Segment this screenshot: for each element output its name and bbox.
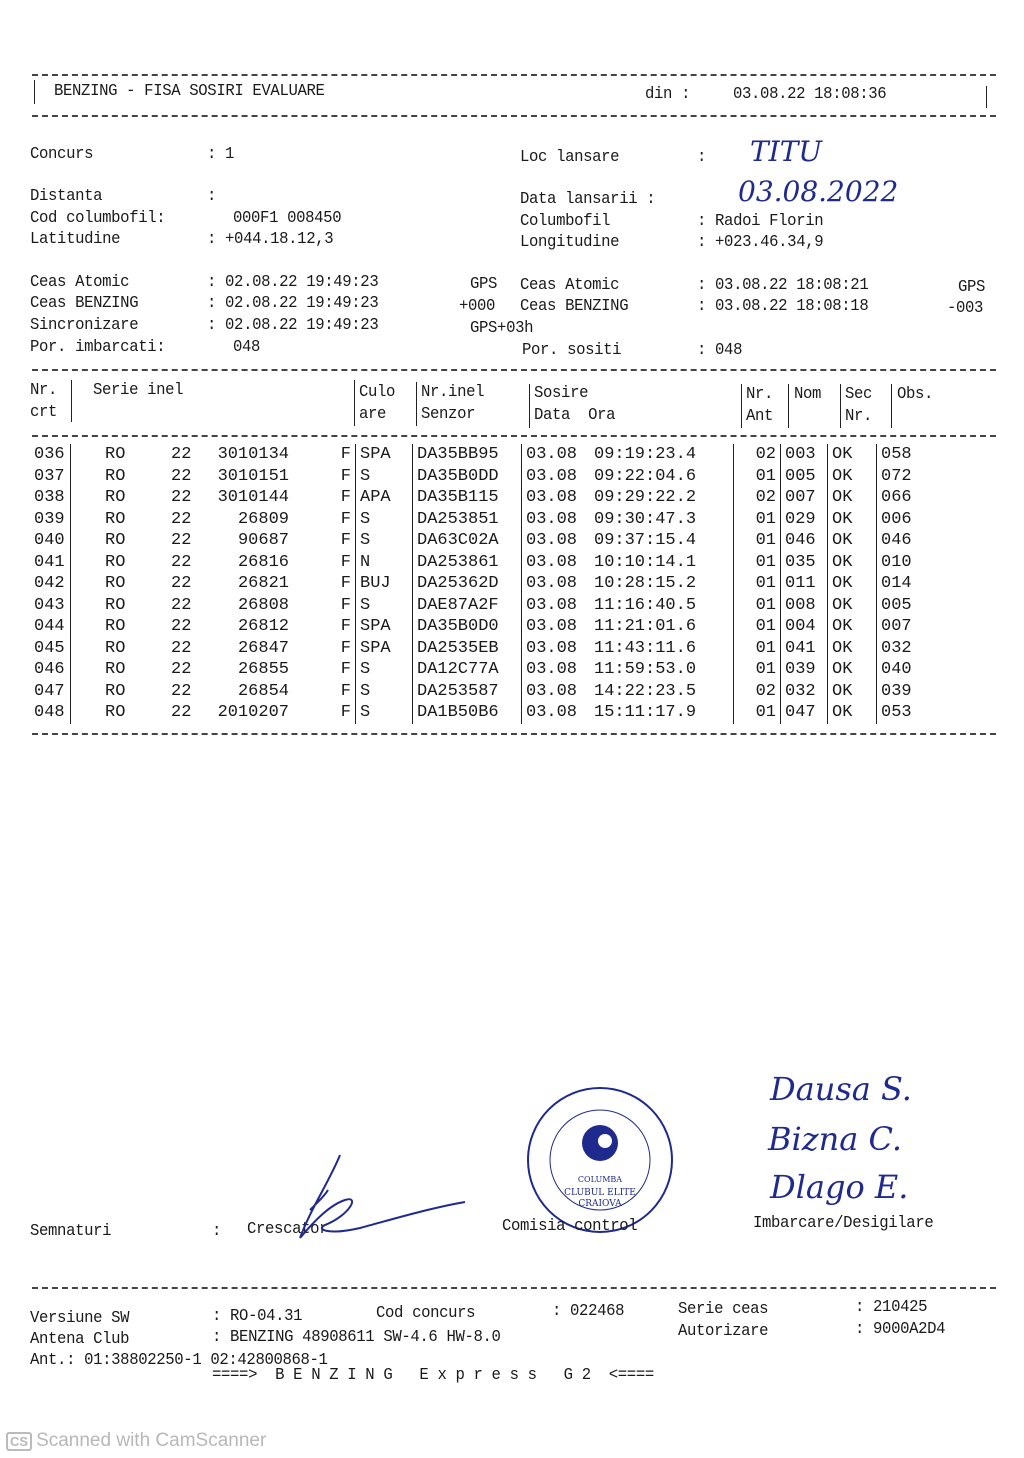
cell-an: 22 [171,617,192,636]
col-serie-inel-header: Serie inel [93,381,184,400]
column-separator [416,382,417,426]
cell-sex: F [340,617,351,636]
cell-sec: OK [828,530,877,552]
cell-nr: 041 [34,552,65,572]
cell-senzor: DA12C77A [413,659,522,681]
cell-nom: 047 [781,702,828,724]
cell-nom: 035 [781,552,828,574]
cell-sex: F [340,681,351,701]
cell-inel: 90687 [237,531,289,550]
imbarcare-desigilare-label: Imbarcare/Desigilare [753,1214,934,1233]
cell-senzor: DA35B0DD [413,466,522,488]
cell-an: 22 [171,681,192,701]
header-border-right [986,86,987,108]
cell-data: 03.08 [522,509,591,531]
cell-nr: 046 [34,660,65,679]
arrivals-table [30,444,935,724]
divider [32,369,996,371]
cell-an: 22 [171,638,192,658]
cell-an: 22 [171,445,192,464]
latitudine-label: Latitudine [30,230,121,249]
serie-ceas-label: Serie ceas [678,1300,769,1319]
stamp-text-club: CLUBUL ELITE [564,1188,636,1198]
ceas-benzing-end-label: Ceas BENZING [520,297,629,316]
cell-sex: F [340,531,351,550]
cell-obs: 053 [877,702,936,724]
col-sosire-header: Sosire Data Ora [534,384,616,425]
cell-ant: 01 [734,616,781,638]
cell-senzor: DA253861 [413,552,522,574]
semnaturi-colon: : [212,1222,222,1241]
ceas-atomic-start-suffix: GPS [470,275,498,294]
club-stamp [525,1085,675,1235]
cell-data: 03.08 [522,444,591,466]
cell-inel: 26821 [237,574,289,593]
cell-inel: 3010144 [217,488,289,507]
cell-sec: OK [828,487,877,509]
col-culoare-header: Culo are [359,383,396,424]
cell-sex: F [340,660,351,679]
cell-tara: RO [71,616,168,638]
cell-obs: 072 [877,466,936,488]
column-separator [788,384,789,428]
cell-nr: 044 [34,617,65,636]
cell-obs: 006 [877,509,936,531]
cell-an: 22 [171,595,192,615]
divider [32,1287,996,1289]
cell-ant: 01 [734,595,781,617]
cell-nr: 042 [34,574,65,593]
cell-ora: 14:22:23.5 [594,681,697,701]
cell-an: 22 [171,488,192,507]
cell-culoare: S [356,509,413,531]
cell-tara: RO [71,530,168,552]
cell-sec: OK [828,466,877,488]
table-row [30,487,935,509]
camscanner-logo-icon: CS [6,1432,32,1451]
por-sositi-value: : 048 [697,341,743,360]
distanta-value: : [207,187,217,206]
cell-data: 03.08 [522,466,591,488]
col-obs-header: Obs. [897,385,934,404]
cell-culoare: SPA [356,444,413,466]
cell-senzor: DA35B0D0 [413,616,522,638]
cell-ant: 01 [734,638,781,660]
col-nr-crt-header: Nr. crt [30,381,58,422]
cell-ora: 11:59:53.0 [594,660,697,679]
col-nom-header: Nom [794,385,822,404]
table-row [30,573,935,595]
cell-ant: 01 [734,659,781,681]
cell-senzor: DA35B115 [413,487,522,509]
antena-club-value: : BENZING 48908611 SW-4.6 HW-8.0 [212,1328,501,1347]
cell-sec: OK [828,444,877,466]
table-row [30,530,935,552]
cell-nom: 041 [781,638,828,660]
cell-nom: 011 [781,573,828,595]
cell-obs: 058 [877,444,936,466]
header-border-left [34,80,35,104]
table-row [30,466,935,488]
cell-nom: 032 [781,681,828,703]
col-nr-ant-header: Nr. Ant [746,385,774,426]
ceas-benzing-start-value: : 02.08.22 19:49:23 [207,294,379,313]
cell-nr: 038 [34,488,65,507]
camscanner-watermark [6,1430,266,1452]
brand-line: ====> B E N Z I N G E x p r e s s G 2 <==== [212,1366,654,1385]
versiune-sw-label: Versiune SW [30,1309,130,1328]
por-imbarcati-value: 048 [233,338,261,357]
cell-nom: 005 [781,466,828,488]
table-row [30,595,935,617]
table-row [30,638,935,660]
cell-ora: 11:21:01.6 [594,617,697,636]
cell-nom: 007 [781,487,828,509]
longitudine-value: : +023.46.34,9 [697,233,824,252]
cell-sec: OK [828,552,877,574]
cell-obs: 014 [877,573,936,595]
cell-an: 22 [171,531,192,550]
table-row [30,659,935,681]
cell-ora: 09:37:15.4 [594,531,697,550]
ceas-atomic-start-value: : 02.08.22 19:49:23 [207,273,379,292]
cell-nom: 029 [781,509,828,531]
cod-concurs-value: : 022468 [552,1302,625,1321]
cell-an: 22 [171,466,192,486]
cell-sec: OK [828,573,877,595]
cell-senzor: DA35BB95 [413,444,522,466]
stamp-text-columba: COLUMBA [577,1175,623,1184]
cell-culoare: S [356,659,413,681]
cell-nr: 047 [34,681,65,701]
ceas-benzing-start-label: Ceas BENZING [30,294,139,313]
camscanner-text: Scanned with CamScanner [36,1430,267,1451]
cod-columbofil-label: Cod columbofil: [30,209,166,228]
cell-culoare: SPA [356,616,413,638]
sincronizare-label: Sincronizare [30,316,139,335]
loc-lansare-label: Loc lansare [520,148,620,167]
cell-culoare: N [356,552,413,574]
cell-data: 03.08 [522,552,591,574]
cell-inel: 2010207 [217,703,289,722]
cell-tara: RO [71,509,168,531]
concurs-value: : 1 [207,145,235,164]
cell-sec: OK [828,638,877,660]
latitudine-value: : +044.18.12,3 [207,230,334,249]
columbofil-value: : Radoi Florin [697,212,824,231]
cell-ant: 02 [734,681,781,703]
table-row [30,552,935,574]
cell-obs: 010 [877,552,936,574]
cell-tara: RO [71,659,168,681]
print-date-label: din : [645,85,691,104]
cell-sex: F [340,488,351,507]
longitudine-label: Longitudine [520,233,620,252]
cell-sec: OK [828,616,877,638]
ceas-atomic-end-suffix: GPS [958,278,986,297]
cell-ora: 10:10:14.1 [594,552,697,572]
cell-senzor: DA1B50B6 [413,702,522,724]
cell-data: 03.08 [522,487,591,509]
cell-tara: RO [71,552,168,574]
cell-ora: 09:30:47.3 [594,509,697,529]
col-senzor-header: Nr.inel Senzor [421,383,485,424]
cell-obs: 046 [877,530,936,552]
cell-tara: RO [71,702,168,724]
cell-ant: 01 [734,509,781,531]
cod-columbofil-value: 000F1 008450 [233,209,342,228]
cell-an: 22 [171,660,192,679]
cell-tara: RO [71,681,168,703]
cell-ant: 01 [734,530,781,552]
cell-an: 22 [171,703,192,722]
cell-culoare: BUJ [356,573,413,595]
cell-nom: 039 [781,659,828,681]
cell-inel: 3010134 [217,445,289,464]
cell-data: 03.08 [522,638,591,660]
cell-sec: OK [828,702,877,724]
table-row [30,616,935,638]
cell-inel: 26812 [237,617,289,636]
ceas-benzing-end-value: : 03.08.22 18:08:18 [697,297,869,316]
cell-data: 03.08 [522,616,591,638]
cell-senzor: DAE87A2F [413,595,522,617]
cell-ora: 09:19:23.4 [594,445,697,464]
cell-inel: 26808 [237,595,289,615]
por-sositi-label: Por. sositi [522,341,622,360]
cell-nr: 040 [34,531,65,550]
crescator-label: Crescator [247,1220,329,1239]
cell-ora: 09:22:04.6 [594,466,697,486]
columbofil-label: Columbofil [520,212,611,231]
cell-obs: 005 [877,595,936,617]
cell-senzor: DA63C02A [413,530,522,552]
ceas-atomic-end-value: : 03.08.22 18:08:21 [697,276,869,295]
cell-ant: 02 [734,487,781,509]
cell-data: 03.08 [522,573,591,595]
cell-tara: RO [71,444,168,466]
table-row [30,509,935,531]
versiune-sw-value: : RO-04.31 [212,1307,303,1326]
antenna-ids: Ant.: 01:38802250-1 02:42800868-1 [30,1351,328,1370]
ceas-benzing-start-suffix: +000 [459,297,496,316]
cell-sec: OK [828,509,877,531]
cell-sec: OK [828,595,877,617]
cell-inel: 26816 [237,552,289,572]
cell-nom: 004 [781,616,828,638]
cell-sex: F [340,445,351,464]
handwritten-signature-2: Bizna C. [768,1120,902,1158]
column-separator [354,380,355,426]
cell-senzor: DA25362D [413,573,522,595]
cell-tara: RO [71,595,168,617]
divider [32,74,996,76]
cell-data: 03.08 [522,530,591,552]
table-row [30,702,935,724]
divider [32,115,996,117]
cell-inel: 26855 [237,660,289,679]
cell-ora: 11:43:11.6 [594,638,697,658]
loc-lansare-colon: : [697,148,707,167]
cell-sec: OK [828,659,877,681]
cell-sex: F [340,574,351,593]
handwritten-signature-3: Dlago E. [770,1168,909,1206]
cell-data: 03.08 [522,595,591,617]
table-row [30,681,935,703]
cell-nr: 036 [34,445,65,464]
cell-tara: RO [71,487,168,509]
stamp-text-city: CRAIOVA [578,1199,622,1209]
cell-culoare: S [356,595,413,617]
cell-ant: 01 [734,573,781,595]
distanta-label: Distanta [30,187,103,206]
cell-culoare: S [356,466,413,488]
concurs-label: Concurs [30,145,94,164]
cell-nr: 039 [34,509,65,529]
sincronizare-value: : 02.08.22 19:49:23 [207,316,379,335]
column-separator [840,384,841,428]
cell-inel: 26847 [237,638,289,658]
page-title: BENZING - FISA SOSIRI EVALUARE [54,82,325,101]
ceas-atomic-end-label: Ceas Atomic [520,276,620,295]
cell-culoare: APA [356,487,413,509]
table-row [30,444,935,466]
column-separator [71,380,72,422]
cod-concurs-label: Cod concurs [376,1304,476,1323]
handwritten-signature-1: Dausa S. [770,1070,912,1108]
data-lansarii-label: Data lansarii : [520,190,656,209]
antena-club-label: Antena Club [30,1330,130,1349]
comisia-control-label: Comisia control [502,1217,638,1236]
cell-sex: F [340,703,351,722]
cell-nr: 037 [34,466,65,486]
cell-nr: 043 [34,595,65,615]
cell-sex: F [340,509,351,529]
cell-nr: 045 [34,638,65,658]
cell-obs: 032 [877,638,936,660]
cell-senzor: DA253851 [413,509,522,531]
cell-tara: RO [71,573,168,595]
cell-culoare: S [356,681,413,703]
cell-inel: 3010151 [217,466,289,486]
cell-inel: 26809 [237,509,289,529]
cell-data: 03.08 [522,681,591,703]
cell-ant: 01 [734,702,781,724]
cell-sec: OK [828,681,877,703]
cell-culoare: S [356,702,413,724]
cell-nom: 046 [781,530,828,552]
cell-ora: 11:16:40.5 [594,595,697,615]
cell-data: 03.08 [522,659,591,681]
cell-an: 22 [171,509,192,529]
cell-senzor: DA253587 [413,681,522,703]
cell-ant: 01 [734,552,781,574]
column-separator [529,384,530,428]
cell-ora: 10:28:15.2 [594,574,697,593]
cell-senzor: DA2535EB [413,638,522,660]
por-imbarcati-label: Por. imbarcati: [30,338,166,357]
cell-tara: RO [71,638,168,660]
column-separator [741,384,742,428]
crescator-signature [270,1150,470,1245]
cell-an: 22 [171,574,192,593]
ceas-benzing-end-suffix: -003 [947,299,984,318]
cell-obs: 007 [877,616,936,638]
serie-ceas-value: : 210425 [855,1298,928,1317]
cell-ora: 09:29:22.2 [594,488,697,507]
cell-ora: 15:11:17.9 [594,703,697,722]
cell-obs: 039 [877,681,936,703]
cell-obs: 040 [877,659,936,681]
divider [32,435,996,437]
divider [32,733,996,735]
cell-sex: F [340,638,351,658]
cell-sex: F [340,595,351,615]
cell-sex: F [340,552,351,572]
cell-obs: 066 [877,487,936,509]
column-separator [891,384,892,428]
cell-ant: 02 [734,444,781,466]
ceas-atomic-start-label: Ceas Atomic [30,273,130,292]
autorizare-label: Autorizare [678,1322,769,1341]
cell-tara: RO [71,466,168,488]
loc-lansare-handwritten: TITU [750,135,823,168]
cell-culoare: SPA [356,638,413,660]
cell-inel: 26854 [237,681,289,701]
cell-data: 03.08 [522,702,591,724]
cell-culoare: S [356,530,413,552]
cell-nr: 048 [34,703,65,722]
semnaturi-label: Semnaturi [30,1222,112,1241]
col-sec-nr-header: Sec Nr. [845,385,873,426]
sincronizare-suffix: GPS+03h [470,319,534,338]
cell-an: 22 [171,552,192,572]
cell-sex: F [340,466,351,486]
autorizare-value: : 9000A2D4 [855,1320,946,1339]
cell-nom: 003 [781,444,828,466]
print-date: 03.08.22 18:08:36 [733,85,887,104]
data-lansarii-handwritten: 03.08.2022 [738,175,899,208]
cell-ant: 01 [734,466,781,488]
cell-nom: 008 [781,595,828,617]
